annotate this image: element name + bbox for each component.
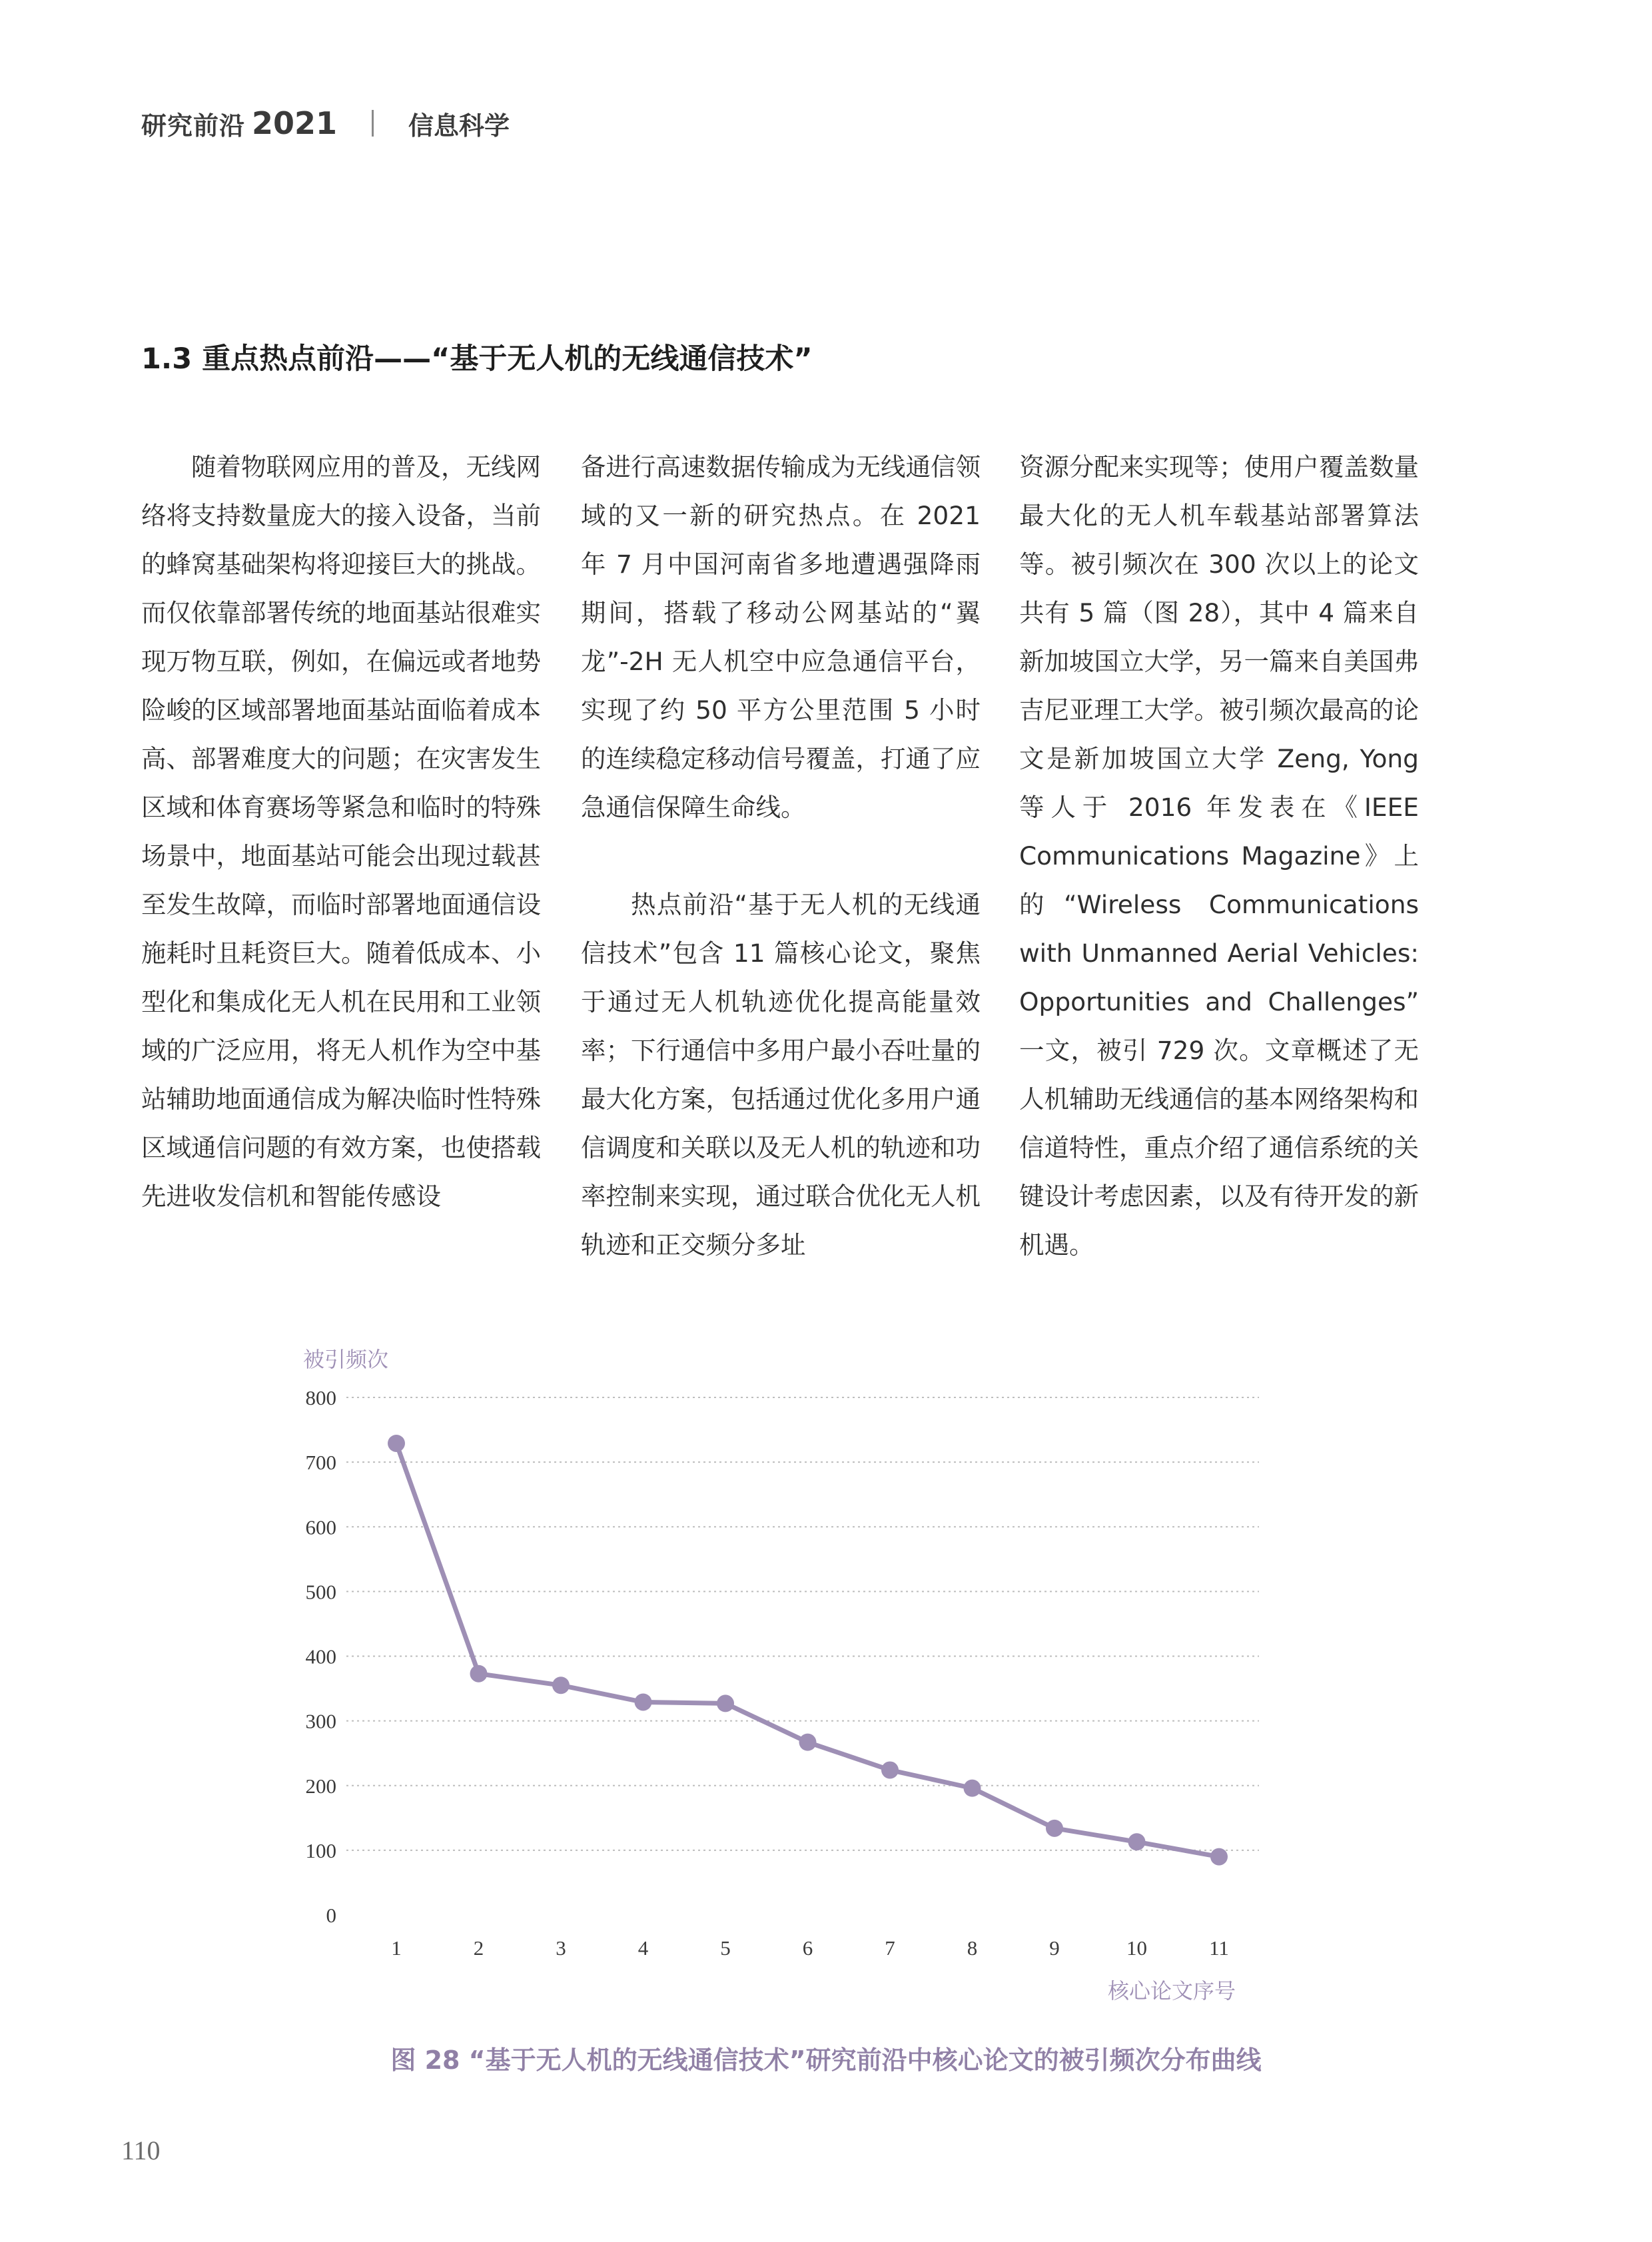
data-point	[635, 1693, 652, 1710]
text-column-3	[1019, 443, 1419, 1270]
data-point	[964, 1780, 981, 1797]
y-tick-label: 500	[305, 1580, 336, 1604]
header-field: 信息科学	[408, 111, 510, 141]
text-column-2	[581, 443, 981, 1270]
paragraph: 热点前沿“基于无人机的无线通信技术”包含 11 篇核心论文，聚焦于通过无人机轨迹优化提高能量效率；下行通信中多用户最小吞吐量的最大化方案，包括通过优化多用户通信调度和关联以及无人机的轨迹和功率控制来实现，通过联合优化无人机轨迹和正交频分多址	[581, 890, 981, 1260]
x-tick-label: 2	[473, 1936, 484, 1960]
paragraph: 备进行高速数据传输成为无线通信领域的又一新的研究热点。在 2021 年 7 月中国河南省多地遭遇强降雨期间，搭载了移动公网基站的“翼龙”-2H 无人机空中应急通信平台，实现了约 50 平方公里范围 5 小时的连续稳定移动信号覆盖，打通了应急通信保障生命线。	[581, 452, 981, 822]
citation-chart	[266, 1332, 1292, 2032]
y-axis-label: 被引频次	[303, 1347, 389, 1372]
header-divider	[372, 110, 374, 137]
x-axis-label: 核心论文序号	[1107, 1978, 1236, 2004]
x-tick-label: 4	[637, 1936, 649, 1960]
y-tick-label: 600	[305, 1515, 336, 1539]
y-tick-label: 200	[305, 1774, 336, 1798]
running-header	[141, 100, 510, 147]
x-tick-label: 8	[967, 1936, 978, 1960]
x-tick-label: 10	[1126, 1936, 1147, 1960]
x-tick-label: 6	[802, 1936, 813, 1960]
y-tick-label: 800	[305, 1386, 336, 1409]
page-number: 110	[121, 2135, 161, 2165]
data-point	[881, 1761, 899, 1778]
data-point	[388, 1435, 405, 1452]
x-tick-label: 3	[556, 1936, 566, 1960]
section-title: 1.3 重点热点前沿——“基于无人机的无线通信技术”	[141, 342, 813, 376]
data-point	[1046, 1820, 1063, 1837]
x-tick-label: 7	[885, 1936, 895, 1960]
paragraph: 资源分配来实现等；使用户覆盖数量最大化的无人机车载基站部署算法等。被引频次在 300 次以上的论文共有 5 篇（图 28），其中 4 篇来自新加坡国立大学，另一篇来自美国弗吉尼亚理工大学。被引频次最高的论文是新加坡国立大学 Zeng, Yong 等人于 2016 年发表在《IEEE Communications Magazine》上的“Wireless Communications with Unmanned Aerial Vehicles: Opportunities and Challenges” 一文，被引 729 次。文章概述了无人机辅助无线通信的基本网络架构和信道特性，重点介绍了通信系统的关键设计考虑因素，以及有待开发的新机遇。	[1019, 452, 1419, 1260]
x-tick-label: 1	[391, 1936, 402, 1960]
y-tick-label: 0	[326, 1904, 336, 1927]
header-brand: 研究前沿	[141, 111, 246, 141]
data-point	[1210, 1848, 1228, 1866]
data-point	[470, 1665, 488, 1682]
figure-caption: 图 28 “基于无人机的无线通信技术”研究前沿中核心论文的被引频次分布曲线	[390, 2046, 1262, 2075]
text-column-1	[141, 443, 541, 1221]
y-tick-label: 700	[305, 1451, 336, 1475]
data-point	[1128, 1833, 1146, 1850]
data-point	[799, 1734, 817, 1751]
series-line	[396, 1443, 1219, 1857]
y-tick-label: 100	[305, 1838, 336, 1862]
x-tick-label: 9	[1049, 1936, 1060, 1960]
line-chart	[266, 1332, 1292, 2032]
header-year: 2021	[252, 105, 338, 141]
paragraph: 随着物联网应用的普及，无线网络将支持数量庞大的接入设备，当前的蜂窝基础架构将迎接巨大的挑战。而仅依靠部署传统的地面基站很难实现万物互联，例如，在偏远或者地势险峻的区域部署地面基站面临着成本高、部署难度大的问题；在灾害发生区域和体育赛场等紧急和临时的特殊场景中，地面基站可能会出现过载甚至发生故障，而临时部署地面通信设施耗时且耗资巨大。随着低成本、小型化和集成化无人机在民用和工业领域的广泛应用，将无人机作为空中基站辅助地面通信成为解决临时性特殊区域通信问题的有效方案，也使搭载先进收发信机和智能传感设	[141, 452, 541, 1211]
x-tick-label: 5	[720, 1936, 731, 1960]
x-tick-label: 11	[1209, 1936, 1229, 1960]
y-tick-label: 300	[305, 1709, 336, 1733]
data-point	[717, 1694, 734, 1712]
y-tick-label: 400	[305, 1645, 336, 1669]
data-point	[552, 1677, 570, 1694]
